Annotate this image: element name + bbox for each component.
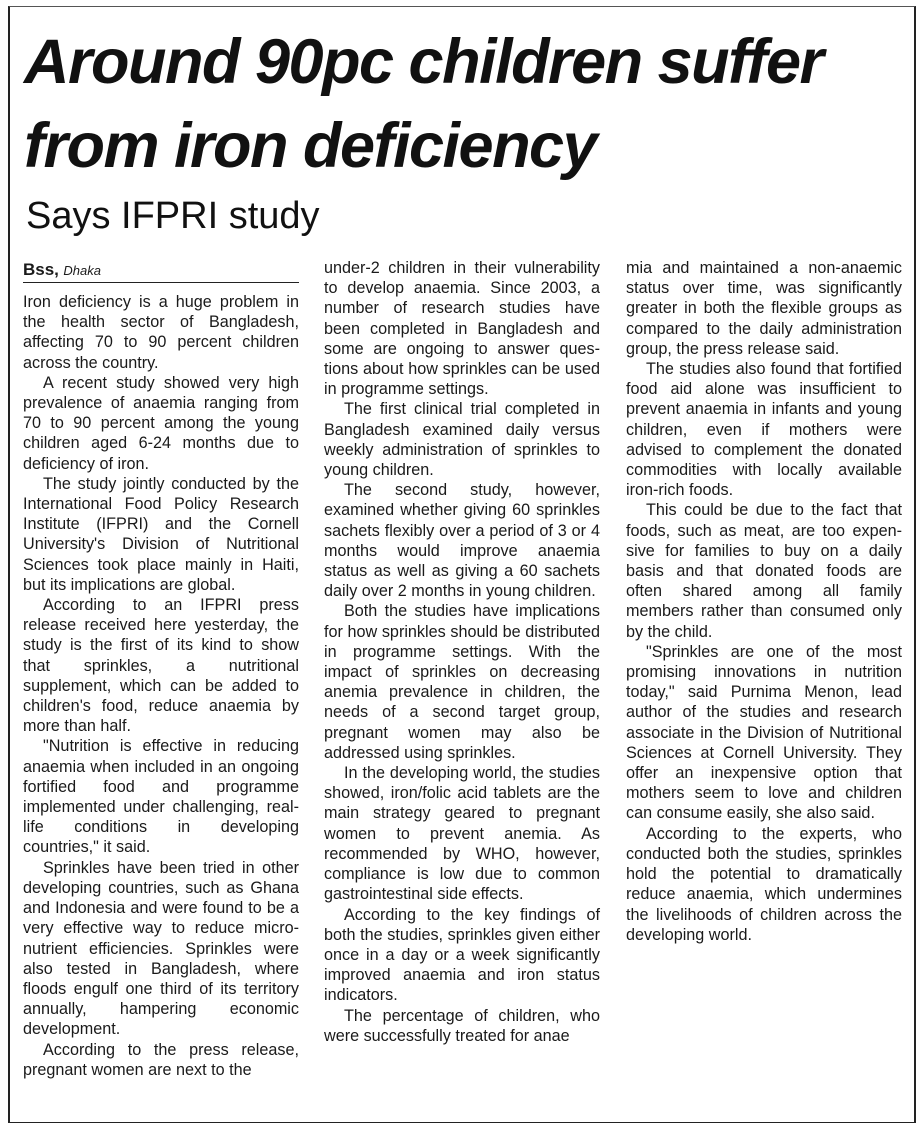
paragraph: According to an IFPRI press release received here yesterday, the study is the first of its kind to show that sprinkles, a nutritional supplement, which can be added to children's food, reduce anaemia by more than half. — [23, 596, 299, 736]
paragraph: The study jointly conducted by the International Food Policy Research Institute (IFPRI) and the Cornell University's Division of Nutritional Sciences took place mainly in Haiti, but its implications are global. — [23, 474, 299, 594]
paragraph: Iron deficiency is a huge problem in the health sector of Bangladesh, affecting 70 to 90 percent children across the country. — [23, 293, 299, 372]
paragraph: According to the key findings of both the studies, sprinkles given either once in a day or a week significantly improved anaemia and iron status indicators. — [324, 905, 600, 1005]
article-column-1 — [23, 258, 299, 1080]
article-column-3 — [626, 258, 902, 945]
byline-agency: Bss, — [23, 260, 59, 279]
paragraph: The first clinical trial completed in Bangladesh examined daily versus weekly administration of sprinkles to young children. — [324, 400, 600, 480]
paragraph: According to the press release, pregnant women are next to the — [23, 1040, 299, 1079]
paragraph: Sprinkles have been tried in other developing countries, such as Ghana and Indonesia and were found to be a very effective way to reduce micro-nutrient efficiencies. Sprinkles were also tested in Bangladesh, where floods engulf one third of its territory annually, hampering economic development. — [23, 858, 299, 1039]
paragraph: Both the studies have implications for how sprinkles should be distributed in programme settings. With the impact of sprinkles on decreasing anemia prevalence in children, the needs of a second target group, pregnant women may also be addressed using sprinkles. — [324, 602, 600, 762]
article-column-2 — [324, 258, 600, 1046]
paragraph: under-2 children in their vulnerability to develop anaemia. Since 2003, a number of research studies have been completed in Bangladesh and some are ongoing to answer questions about how sprinkles can be used in programme settings. — [324, 259, 600, 399]
subheadline: Says IFPRI study — [26, 195, 320, 237]
paragraph: "Nutrition is effective in reducing anaemia when included in an ongoing fortified food and programme implemented under challenging, real-life conditions in developing countries," it said. — [23, 737, 299, 857]
paragraph: A recent study showed very high prevalence of anaemia ranging from 70 to 90 percent among the young children aged 6-24 months due to deficiency of iron. — [23, 373, 299, 473]
paragraph: mia and maintained a non-anaemic status over time, was significantly greater in both the flexible groups as compared to the daily administration group, the press release said. — [626, 259, 902, 358]
paragraph: The percentage of children, who were successfully treated for anae — [324, 1006, 600, 1045]
headline — [24, 20, 904, 188]
headline-line-2: from iron deficiency — [24, 111, 597, 181]
byline — [23, 258, 299, 283]
paragraph: "Sprinkles are one of the most promising innovations in nutrition today," said Purnima Menon, lead author of the studies and research associate in the Division of Nutritional Sciences at Cornell University. They offer an inexpensive option that mothers seem to love and children can consume easily, she also said. — [626, 642, 902, 823]
paragraph: The studies also found that fortified food aid alone was insufficient to prevent anaemia in infants and young children, even if mothers were advised to complement the donated commodities with locally available iron-rich foods. — [626, 360, 902, 500]
headline-line-1: Around 90pc children suffer — [24, 27, 823, 97]
paragraph: The second study, however, examined whether giving 60 sprinkles sachets flexibly over a period of 3 or 4 months would improve anaemia status as well as giving a 60 sachets daily over 2 months in young children. — [324, 481, 600, 601]
byline-place: Dhaka — [63, 263, 101, 278]
bottom-rule — [8, 1122, 916, 1123]
paragraph: In the developing world, the studies showed, iron/folic acid tablets are the main strategy geared to pregnant women to prevent anemia. As recommended by WHO, however, compliance is low due to common gastrointestinal side effects. — [324, 764, 600, 904]
paragraph: This could be due to the fact that foods, such as meat, are too expensive for families to buy on a daily basis and that donated foods are often shared among all family members rather than consumed only by the child. — [626, 501, 902, 641]
paragraph: According to the experts, who conducted both the studies, sprinkles hold the potential to dramatically reduce anaemia, which undermines the livelihoods of children across the developing world. — [626, 824, 902, 944]
